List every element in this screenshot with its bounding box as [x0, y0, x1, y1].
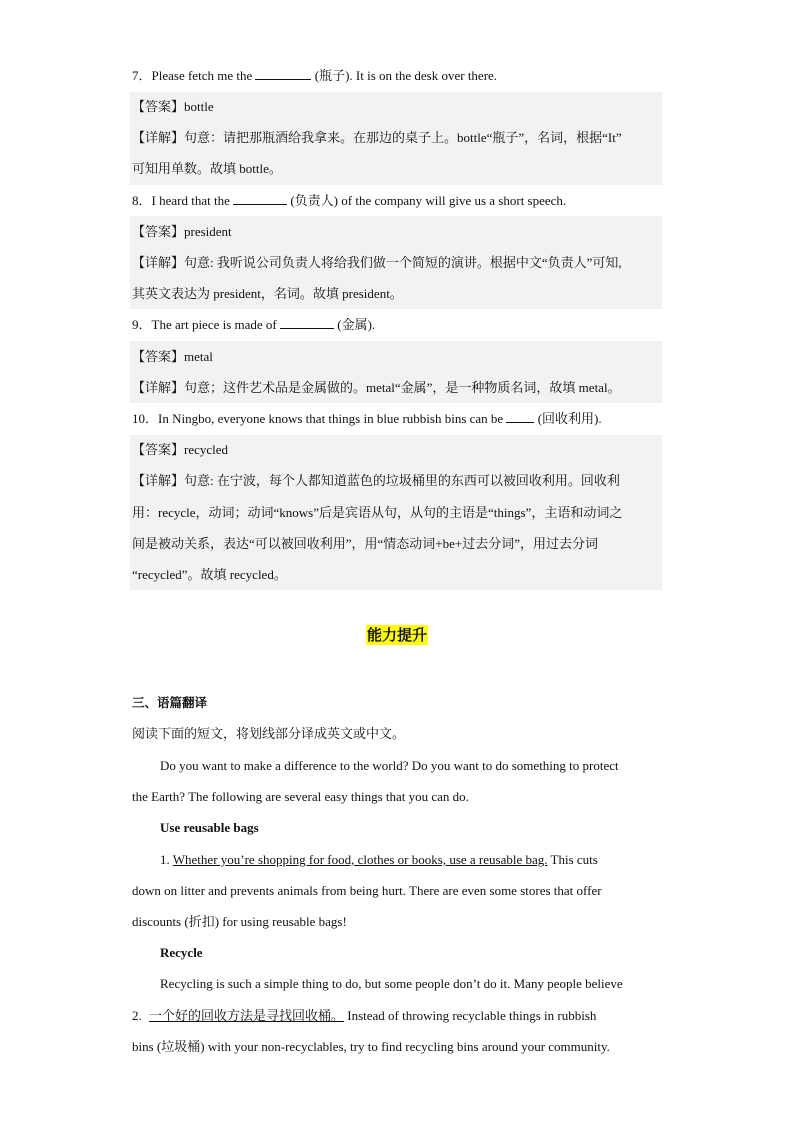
answer-blank	[233, 191, 287, 205]
subheading-recycle: Recycle	[160, 945, 203, 960]
question-7	[132, 66, 662, 86]
item-number: 2.	[132, 1008, 142, 1023]
section-heading: 能力提升	[367, 626, 428, 644]
answer-blank	[255, 66, 311, 80]
question-number: 9．	[132, 317, 152, 332]
answer-7	[132, 97, 662, 117]
detail-8-line1	[132, 253, 662, 273]
question-hint: (回收利用).	[537, 411, 602, 426]
answer-blank	[506, 409, 534, 423]
underlined-sentence-2: 一个好的回收方法是寻找回收桶。	[149, 1008, 345, 1023]
answer-text: recycled	[184, 442, 229, 457]
paragraph-3-line2	[132, 1006, 662, 1026]
question-hint: (负责人) of the company will give us a short speech.	[290, 193, 567, 208]
section-title: 三、语篇翻译	[132, 695, 208, 710]
detail-tag: 【详解】	[132, 130, 185, 145]
detail-10-line1	[132, 471, 662, 491]
paragraph-1-line1: Do you want to make a difference to the world? Do you want to do something to protect	[160, 758, 619, 773]
instruction: 阅读下面的短文，将划线部分译成英文或中文。	[132, 726, 406, 741]
answer-8	[132, 222, 662, 242]
answer-10	[132, 440, 662, 460]
question-number: 8．	[132, 193, 152, 208]
detail-text: 句意: 我听说公司负责人将给我们做一个简短的演讲。根据中文“负责人”可知,	[184, 255, 622, 270]
subheading-reusable-bags: Use reusable bags	[160, 820, 259, 835]
paragraph-2-line3: discounts (折扣) for using reusable bags!	[132, 914, 347, 929]
paragraph-2-line2: down on litter and prevents animals from being hurt. There are even some stores that offer	[132, 883, 602, 898]
question-number: 7．	[132, 68, 152, 83]
question-8	[132, 191, 662, 211]
paragraph-2-line1	[160, 850, 690, 870]
question-text: In Ningbo, everyone knows that things in blue rubbish bins can be	[158, 411, 504, 426]
question-hint: (金属).	[337, 317, 376, 332]
detail-10-line3: 间是被动关系，表达“可以被回收利用”，用“情态动词+be+过去分词”，用过去分词	[132, 536, 599, 551]
detail-tag: 【详解】	[132, 380, 185, 395]
detail-10-line2: 用：recycle，动词；动词“knows”后是宾语从句，从句的主语是“things”，主语和动词之	[132, 505, 623, 520]
detail-7-line2: 可知用单数。故填 bottle。	[132, 161, 282, 176]
underlined-sentence-1: Whether you’re shopping for food, clothes or books, use a reusable bag.	[172, 852, 548, 867]
answer-text: president	[184, 224, 232, 239]
detail-tag: 【详解】	[132, 255, 185, 270]
detail-text: 句意：请把那瓶酒给我拿来。在那边的桌子上。bottle“瓶子”，名词，根据“It”	[184, 130, 622, 145]
answer-tag: 【答案】	[132, 224, 185, 239]
answer-text: bottle	[184, 99, 214, 114]
question-text: The art piece is made of	[151, 317, 277, 332]
answer-blank	[280, 315, 334, 329]
question-9	[132, 315, 662, 335]
answer-tag: 【答案】	[132, 99, 185, 114]
question-text: I heard that the	[151, 193, 230, 208]
paragraph-3-line3: bins (垃圾桶) with your non-recyclables, try to find recycling bins around your community.	[132, 1039, 610, 1054]
answer-9	[132, 347, 662, 367]
detail-9-line1	[132, 378, 662, 398]
detail-text: 句意: 在宁波，每个人都知道蓝色的垃圾桶里的东西可以被回收利用。回收利	[184, 473, 620, 488]
answer-tag: 【答案】	[132, 349, 185, 364]
detail-tag: 【详解】	[132, 473, 185, 488]
answer-tag: 【答案】	[132, 442, 185, 457]
answer-text: metal	[184, 349, 213, 364]
detail-8-line2: 其英文表达为 president，名词。故填 president。	[132, 286, 403, 301]
question-text: Please fetch me the	[151, 68, 253, 83]
detail-text: 句意；这件艺术品是金属做的。metal“金属”，是一种物质名词，故填 metal。	[184, 380, 621, 395]
sentence-rest: This cuts	[547, 852, 598, 867]
question-10	[132, 409, 662, 429]
paragraph-1-line2: the Earth? The following are several easy things that you can do.	[132, 789, 469, 804]
detail-7-line1	[132, 128, 662, 148]
item-number: 1.	[160, 852, 170, 867]
question-number: 10．	[132, 411, 159, 426]
paragraph-3-line1: Recycling is such a simple thing to do, but some people don’t do it. Many people believe	[160, 976, 623, 991]
sentence-rest: Instead of throwing recyclable things in rubbish	[344, 1008, 597, 1023]
question-hint: (瓶子). It is on the desk over there.	[314, 68, 498, 83]
detail-10-line4: “recycled”。故填 recycled。	[132, 567, 287, 582]
